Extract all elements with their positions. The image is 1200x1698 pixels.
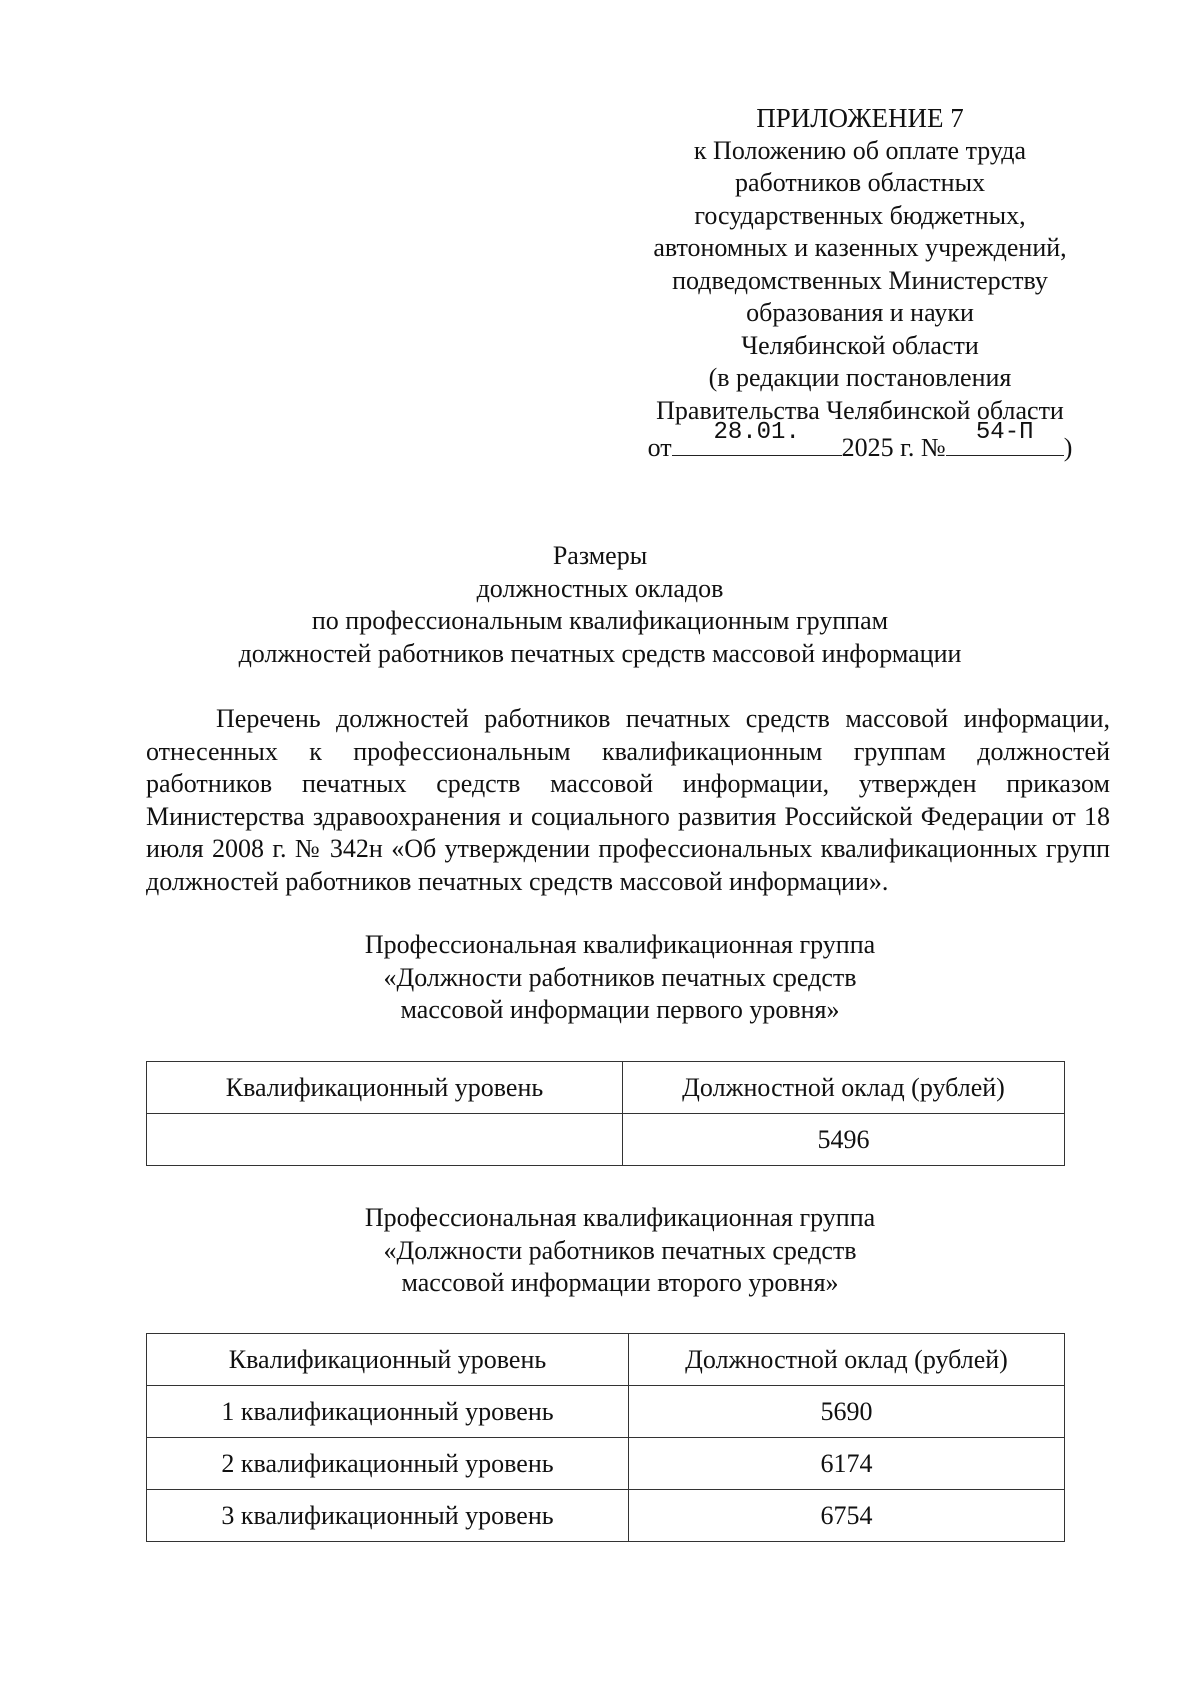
salary-cell: 5496 — [623, 1114, 1065, 1166]
appendix-line: государственных бюджетных, — [694, 200, 1026, 230]
heading-line: массовой информации второго уровня» — [401, 1268, 839, 1297]
level-cell: 3 квалификационный уровень — [147, 1490, 629, 1542]
resolution-year: 2025 г. № — [841, 433, 946, 462]
level-cell: 1 квалификационный уровень — [147, 1386, 629, 1438]
resolution-prefix: от — [647, 433, 672, 462]
document-title — [140, 540, 1060, 670]
appendix-line: работников областных — [734, 168, 986, 197]
appendix-line: (в редакции постановления — [708, 363, 1012, 392]
salary-cell: 5690 — [629, 1386, 1065, 1438]
resolution-date: 28.01. — [713, 419, 800, 446]
table-row — [147, 1386, 1065, 1438]
group-1-heading — [340, 929, 900, 1027]
group-2-table — [146, 1333, 1065, 1542]
table-header-row — [147, 1334, 1065, 1386]
appendix-header — [600, 102, 1120, 465]
appendix-line: подведомственных Министерству — [672, 265, 1048, 295]
heading-line: массовой информации первого уровня» — [400, 995, 840, 1024]
heading-line: Профессиональная квалификационная группа — [364, 930, 876, 959]
salary-cell: 6174 — [629, 1438, 1065, 1490]
resolution-reference — [600, 419, 1120, 465]
resolution-number: 54-П — [975, 419, 1034, 446]
title-line: должностей работников печатных средств массовой информации — [238, 638, 962, 668]
salary-cell: 6754 — [629, 1490, 1065, 1542]
title-line: Размеры — [552, 541, 648, 570]
column-header-salary: Должностной оклад (рублей) — [629, 1334, 1065, 1386]
appendix-line: Правительства Челябинской области — [656, 395, 1064, 425]
number-blank — [946, 419, 1064, 456]
table-row — [147, 1438, 1065, 1490]
group-2-heading — [340, 1202, 900, 1300]
date-blank — [672, 419, 842, 456]
body-paragraph: Перечень должностей работников печатных средств массовой информации, отнесенных к профессиональным квалификационным группам должностей работников печатных средств массовой информации, утвержден приказом Министерства здравоохранения и социального развития Российской Федерации от 18 июля 2008 г. № 342н «Об утверждении профессиональных квалификационных групп должностей работников печатных средств массовой информации». — [146, 704, 1110, 896]
table-header-row — [147, 1062, 1065, 1114]
title-line: должностных окладов — [476, 573, 724, 603]
title-line: по профессиональным квалификационным группам — [311, 606, 889, 635]
table-row — [147, 1114, 1065, 1166]
appendix-line: к Положению об оплате труда — [693, 135, 1027, 165]
column-header-salary: Должностной оклад (рублей) — [623, 1062, 1065, 1114]
heading-line: Профессиональная квалификационная группа — [364, 1203, 876, 1232]
group-1-table — [146, 1061, 1065, 1166]
appendix-title: ПРИЛОЖЕНИЕ 7 — [756, 103, 964, 133]
table-row — [147, 1490, 1065, 1542]
heading-line: «Должности работников печатных средств — [383, 1235, 857, 1265]
appendix-line: автономных и казенных учреждений, — [653, 233, 1067, 262]
column-header-level: Квалификационный уровень — [147, 1334, 629, 1386]
level-cell: 2 квалификационный уровень — [147, 1438, 629, 1490]
resolution-suffix: ) — [1063, 433, 1073, 462]
appendix-line: образования и науки — [746, 298, 974, 327]
heading-line: «Должности работников печатных средств — [383, 962, 857, 992]
column-header-level: Квалификационный уровень — [147, 1062, 623, 1114]
appendix-line: Челябинской области — [741, 330, 979, 360]
level-cell — [147, 1114, 623, 1166]
